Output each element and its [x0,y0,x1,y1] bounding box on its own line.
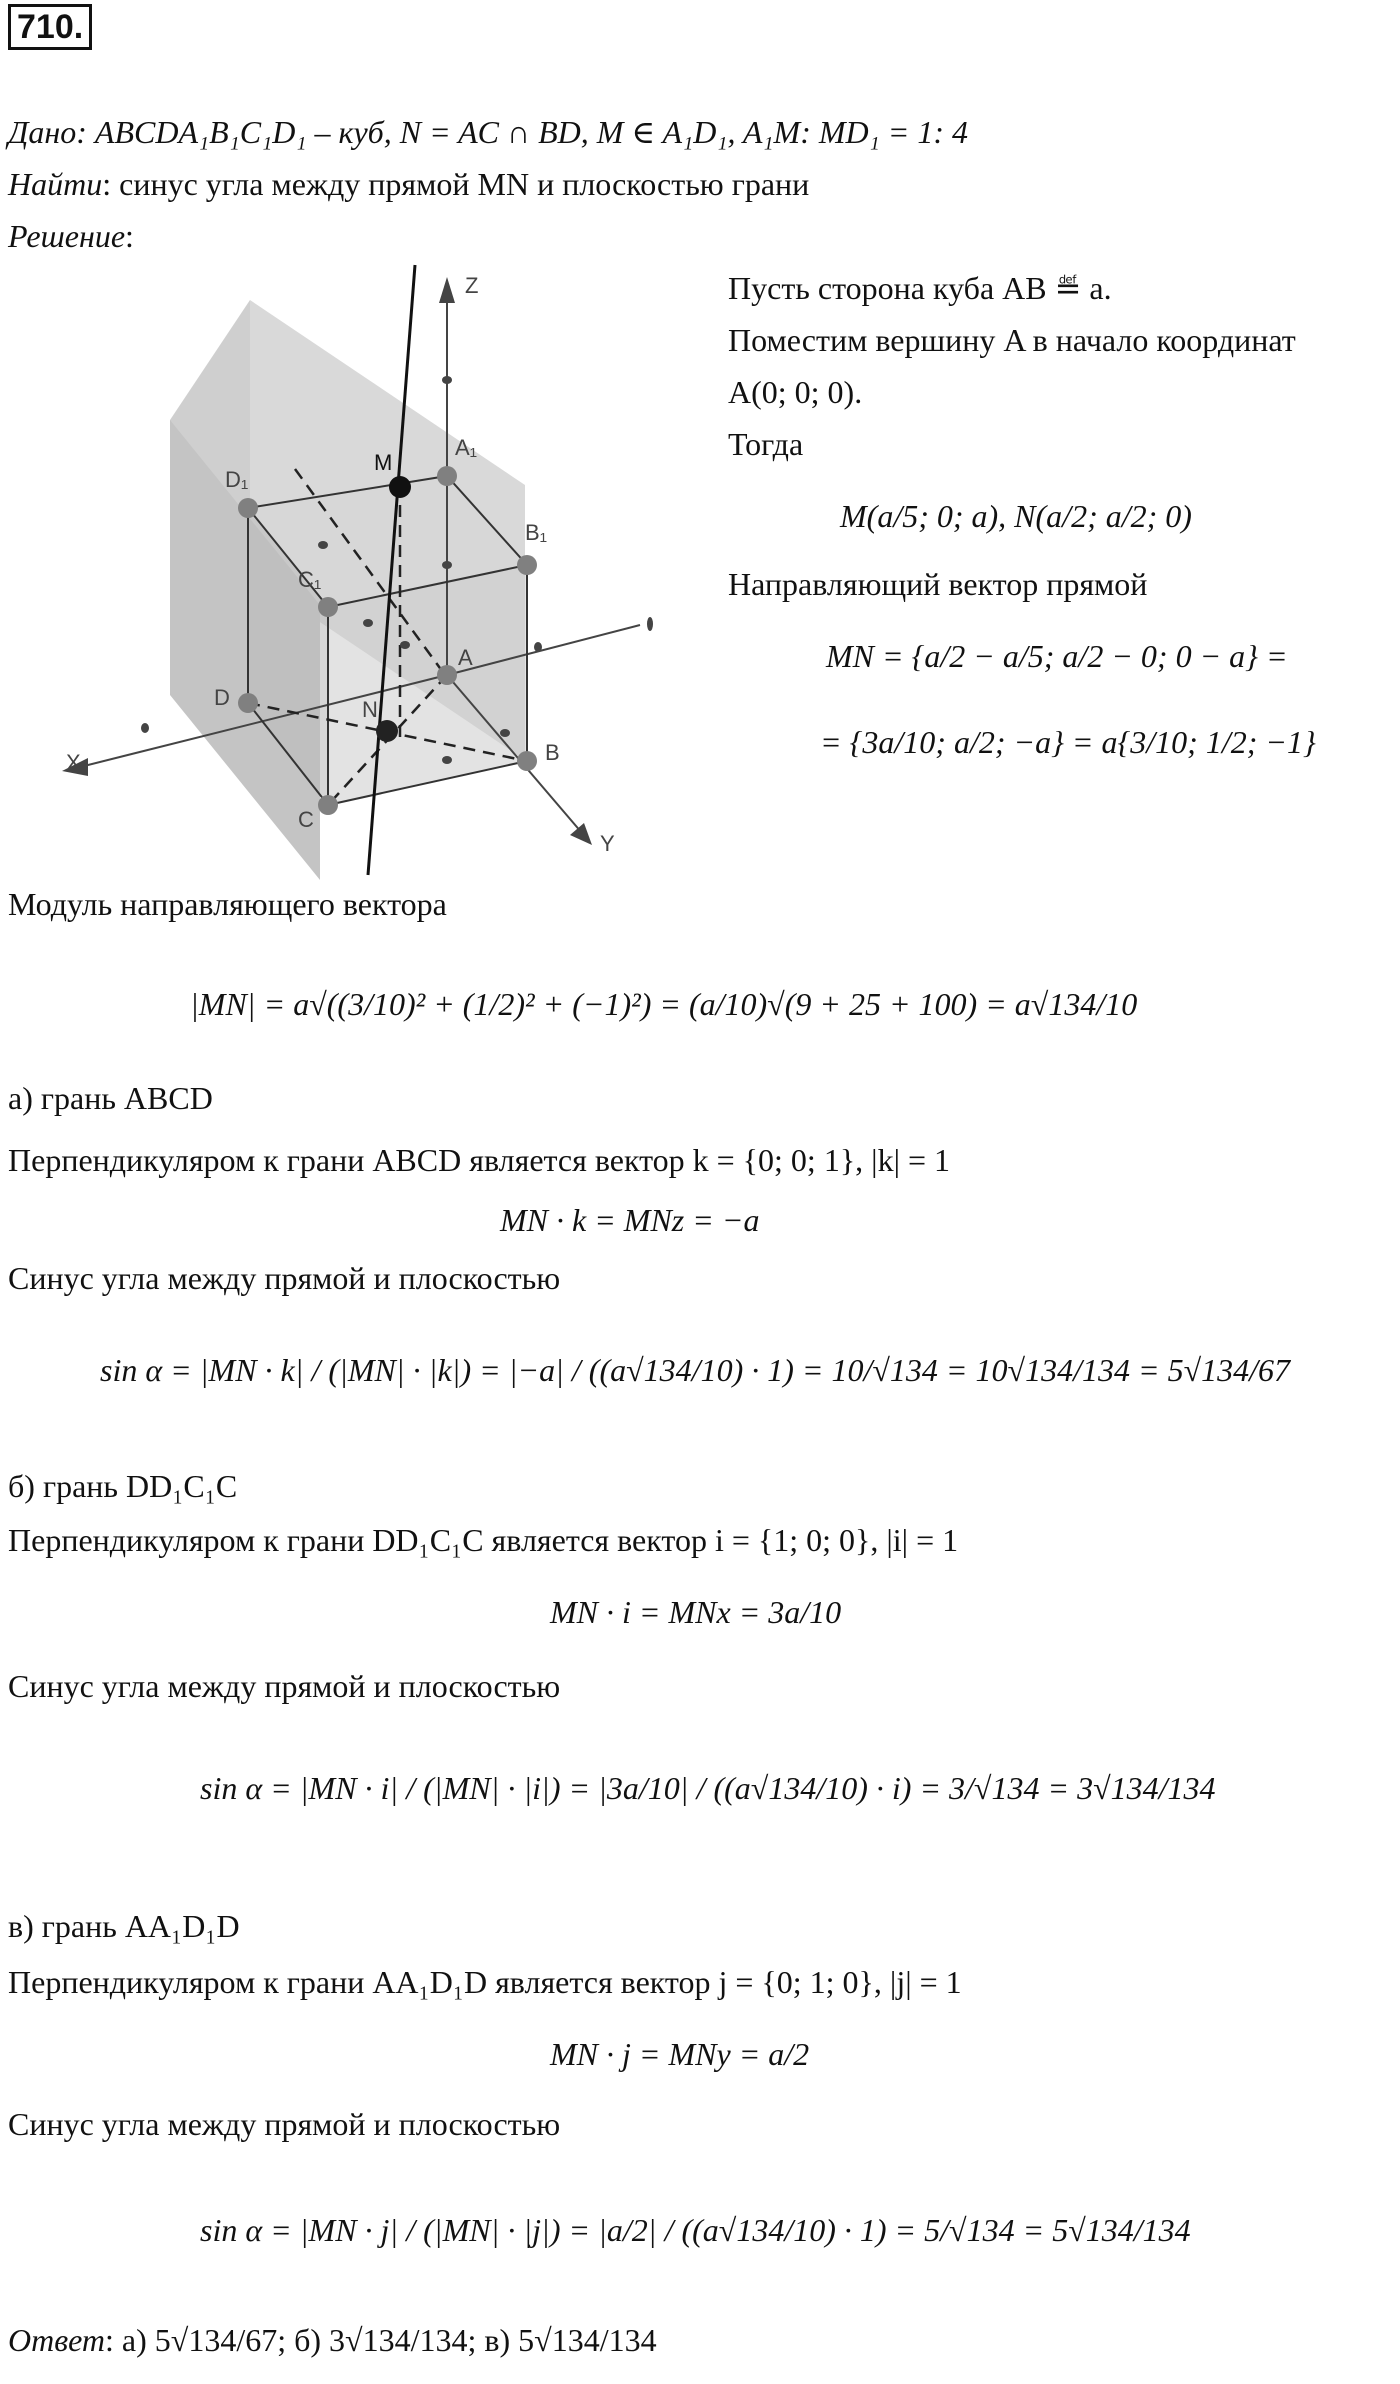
z-tick [442,376,452,384]
label-m: M [374,450,393,475]
vertex-a1 [437,466,457,486]
part-a-sine-title: Синус угла между прямой и плоскостью [8,1260,561,1296]
given-line [8,112,968,152]
side-vec-1: MN = {a/2 − a/5; a/2 − 0; 0 − a} = [826,638,1288,674]
axis-tick [534,642,542,652]
y-arrow [570,823,592,845]
label-x: X [66,750,81,775]
find-label: Найти [8,166,103,202]
vertex-d [238,693,258,713]
side-line-1: Пусть сторона куба AB ≝ a. [728,270,1112,306]
part-a-perp: Перпендикуляром к грани ABCD является вектор k = {0; 0; 1}, |k| = 1 [8,1142,951,1178]
cube-diagram [0,255,720,885]
label-a: A [458,645,473,670]
y-tick [500,729,510,737]
dash-tick [318,541,328,549]
point-m [389,476,411,498]
vertex-b1 [517,555,537,575]
solution-colon: : [125,218,134,254]
dash-tick-3 [400,641,410,649]
solution-line [8,216,134,256]
label-b1: B₁ [525,520,548,545]
modulus-formula: |MN| = a√((3/10)² + (1/2)² + (−1)²) = (a/10)√(9 + 25 + 100) = a√134/10 [190,986,1138,1022]
part-a-sine: sin α = |MN · k| / (|MN| · |k|) = |−a| / ((a√134/10) · 1) = 10/√134 = 10√134/134 = 5√134/67 [100,1352,1291,1388]
side-line-4: Тогда [728,426,804,462]
x-tick [141,723,149,733]
vertex-d1 [238,498,258,518]
vertex-c1 [318,597,338,617]
label-z: Z [465,273,479,298]
modulus-title: Модуль направляющего вектора [8,886,447,922]
side-line-5: Направляющий вектор прямой [728,566,1148,602]
part-b-sine: sin α = |MN · i| / (|MN| · |i|) = |3a/10| / ((a√134/10) · i) = 3/√134 = 3√134/134 [200,1770,1216,1806]
side-coords: M(a/5; 0; a), N(a/2; a/2; 0) [840,498,1192,534]
label-b: B [545,740,560,765]
side-line-3: A(0; 0; 0). [728,374,863,410]
z-arrow [439,277,455,303]
label-d1: D₁ [225,467,249,492]
side-line-2: Поместим вершину A в начало координат [728,322,1296,358]
label-y: Y [600,831,615,856]
vertex-b [517,751,537,771]
side-vec-2: = {3a/10; a/2; −a} = a{3/10; 1/2; −1} [820,724,1316,760]
z-tick-3 [442,756,452,764]
answer-label: Ответ [8,2322,105,2358]
part-c-heading: в) грань AA₁D₁D [8,1908,240,1944]
find-text: : синус угла между прямой MN и плоскостью грани [102,166,810,202]
part-a-heading: а) грань ABCD [8,1080,213,1116]
label-c: C [298,807,314,832]
part-a-dot: MN · k = MNz = −a [500,1202,760,1238]
vertex-c [318,795,338,815]
label-c1: C₁ [298,567,322,592]
label-n: N [362,697,378,722]
answer-text: : а) 5√134/67; б) 3√134/134; в) 5√134/134 [105,2322,657,2358]
given-label: Дано [8,114,77,150]
vertex-a [437,665,457,685]
part-b-sine-title: Синус угла между прямой и плоскостью [8,1668,561,1704]
solution-label: Решение [8,218,126,254]
part-b-dot: MN · i = MNx = 3a/10 [550,1594,842,1630]
find-line [8,164,809,204]
part-c-sine: sin α = |MN · j| / (|MN| · |j|) = |a/2| / ((a√134/10) · 1) = 5/√134 = 5√134/134 [200,2212,1191,2248]
part-c-dot: MN · j = MNy = a/2 [550,2036,810,2072]
part-c-perp: Перпендикуляром к грани AA₁D₁D является вектор j = {0; 1; 0}, |j| = 1 [8,1964,962,2000]
axis-tick-2 [647,617,653,631]
z-tick-2 [442,561,452,569]
part-c-sine-title: Синус угла между прямой и плоскостью [8,2106,561,2142]
dash-tick-2 [363,619,373,627]
part-b-perp: Перпендикуляром к грани DD₁C₁C является вектор i = {1; 0; 0}, |i| = 1 [8,1522,959,1558]
point-n [376,720,398,742]
given-text: : ABCDA₁B₁C₁D₁ – куб, N = AC ∩ BD, M ∈ A₁D₁, A₁M: MD₁ = 1: 4 [76,114,968,150]
problem-number: 710. [8,4,92,50]
answer-line [8,2320,657,2360]
label-a1: A₁ [455,435,478,460]
label-d: D [214,685,230,710]
part-b-heading: б) грань DD₁C₁C [8,1468,238,1504]
